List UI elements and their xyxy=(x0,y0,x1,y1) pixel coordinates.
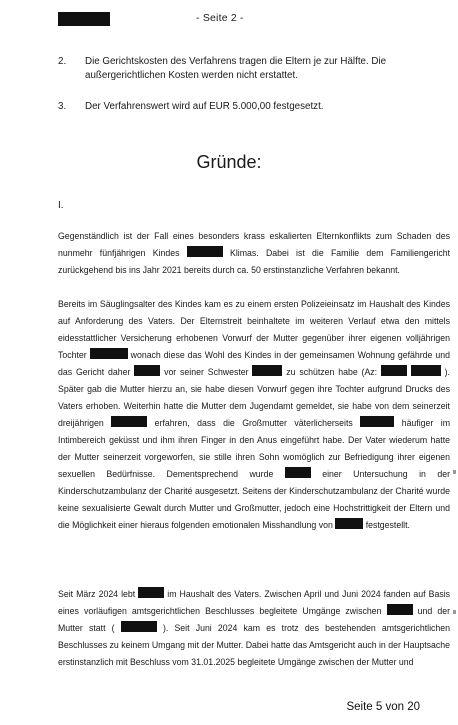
text-run: im Haushalt des Vaters. Zwischen April und Juni 2024 fanden auf Basis eines vorläufigen amtsgerichtlichen Beschlusses begleitete Umgänge zwischen xyxy=(58,589,451,616)
redaction xyxy=(411,365,441,376)
text-run: Seit März 2024 lebt xyxy=(58,589,136,599)
paragraph-3 xyxy=(58,586,450,671)
redaction xyxy=(360,416,394,427)
redaction-header xyxy=(58,12,110,26)
text-run: Gegenständlich ist der Fall eines besonders krass eskalierten Elternkonflikts zum Schaden des nunmehr fünfjährigen Kindes xyxy=(58,231,450,258)
page-header-label: - Seite 2 - xyxy=(196,12,244,24)
redaction xyxy=(121,621,157,632)
text-run: erfahren, dass die Großmutter väterlicherseits xyxy=(154,418,353,428)
paragraph-1 xyxy=(58,228,450,279)
text-run: häufiger im Intimbereich geküsst und ihm ihren Finger in den Anus eingeführt habe. Der Vater wiederum hatte der Mutter seinerzeit vorgeworfen, sie stille ihren Sohn womöglich zur Befriedigung ihrer eigenen sexuellen Bedürfnisse. Dementsprechend wurde xyxy=(58,418,451,479)
redaction xyxy=(111,416,147,427)
redaction xyxy=(187,246,223,257)
paragraph-2 xyxy=(58,296,450,534)
page-counter: Seite 5 von 20 xyxy=(346,701,420,713)
item-number: 2. xyxy=(58,56,67,67)
redaction xyxy=(387,604,413,615)
text-run: und der Mutter statt ( xyxy=(58,606,450,633)
text-run: Bereits im Säuglingsalter des Kindes kam es zu einem ersten Polizeieinsatz im Haushalt des Kindes auf Anforderung des Vaters. Der Elternstreit beinhaltete im weiteren Verlauf etwa den mittels eidesstattlicher Versicherung erhobenen Vorwurf der Mutter gegenüber ihrer eigenen volljährigen Tochter xyxy=(58,299,450,360)
edge-mark xyxy=(453,470,456,474)
text-run: ). Später gab die Mutter hierzu an, sie habe diesen Vorwurf gegen ihre Tochter aufgrund Drucks des Vaters erhoben. Weiterhin hatte die Mutter dem Jugendamt gemeldet, sie habe von dem seinerzeit dreijährigen xyxy=(58,367,450,428)
edge-mark xyxy=(453,610,456,614)
text-run: einer Untersuchung in der Kinderschutzambulanz der Charité ausgesetzt. Seitens der Kinderschutzambulanz der Charité wurde keine sexualisierte Gewalt durch Mutter und Großmutter, jedoch eine Hochstrittigkeit der Eltern und die Möglichkeit einer hieraus folgenden emotionalen Misshandlung von xyxy=(58,469,451,530)
redaction xyxy=(134,365,160,376)
redaction xyxy=(335,518,363,529)
text-run: Klimas. Dabei ist die Familie dem Familiengericht zurückgehend bis ins Jahr 2021 bereits durch ca. 50 erstinstanzliche Verfahren bekannt. xyxy=(58,248,450,275)
text-run: festgestellt. xyxy=(365,520,410,530)
redaction xyxy=(90,348,128,359)
text-run: ). Seit Juni 2024 kam es trotz des bestehenden amtsgerichtlichen Beschlusses zu keinem Umgang mit der Mutter. Dabei hatte das Amtsgericht auch in der Hauptsache erstinstanzlich mit Beschluss vom 31.01.2025 begleitete Umgänge zwischen der Mutter und xyxy=(58,623,451,667)
text-run: zu schützen habe (Az: xyxy=(286,367,378,377)
redaction xyxy=(252,365,282,376)
section-roman-numeral: I. xyxy=(58,200,64,211)
item-text: Die Gerichtskosten des Verfahrens tragen die Eltern je zur Hälfte. Die außergerichtlichen Kosten werden nicht erstattet. xyxy=(85,56,387,81)
redaction xyxy=(138,587,164,598)
text-run: wonach diese das Wohl des Kindes in der gemeinsamen Wohnung gefährde und das Gericht daher xyxy=(58,350,450,377)
redaction xyxy=(285,467,311,478)
text-run: vor seiner Schwester xyxy=(164,367,249,377)
item-text: Der Verfahrenswert wird auf EUR 5.000,00 festgesetzt. xyxy=(85,101,324,112)
section-title: Gründe: xyxy=(196,152,262,172)
redaction xyxy=(381,365,407,376)
item-number: 3. xyxy=(58,101,67,112)
